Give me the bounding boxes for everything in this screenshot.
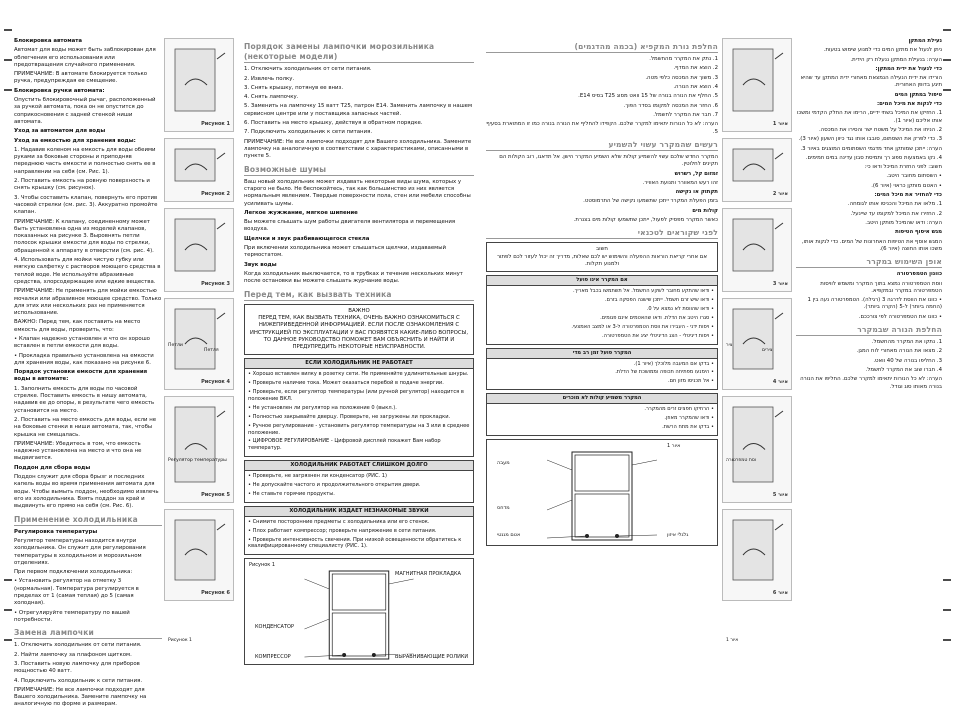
- subheading: זמזום קל, רשרוש: [674, 170, 718, 177]
- paragraph: הערה: בנעילת המתקן ננעלת רק הידית.: [850, 56, 942, 63]
- paragraph: • כוונו את הטמפרטורה לפי צורככם.: [858, 313, 942, 320]
- paragraph: ПРИМЕЧАНИЕ: Убедитесь в том, что емкость надежно установлена на место и что она не выдвигается.: [14, 440, 142, 462]
- right-binding-edge: [941, 0, 955, 675]
- subheading: Блокировка автомата: [14, 38, 83, 44]
- paragraph: 2. Извлечь полку.: [244, 75, 295, 82]
- figure-caption: איור 6: [772, 590, 788, 597]
- subheading: Блокировка ручки автомата:: [14, 87, 105, 94]
- illustration-figure: [722, 208, 792, 292]
- diagram-label: מדחס: [497, 504, 510, 511]
- paragraph: 7. Подключить холодильник к сети питания.: [244, 129, 373, 136]
- diagram-label: ВЫРАВНИВАЮЩИЕ РОЛИКИ: [395, 654, 469, 661]
- paragraph: При первом подключении холодильника:: [14, 569, 133, 576]
- table-title: ХОЛОДИЛЬНИК РАБОТАЕТ СЛИШКОМ ДОЛГО: [245, 461, 473, 471]
- section-heading: לפני שקוראים לטכנאי: [486, 228, 718, 239]
- paragraph: 2. מצאו את הנורה מאחורי לוח המגן.: [856, 348, 942, 355]
- paragraph: 3. Поставить новую лампочку для приборов мощностью 40 ватт.: [14, 660, 140, 675]
- illustration-figure: [722, 138, 792, 202]
- table-row: • Снимите посторонние предметы с холодильника или его стенок.: [248, 518, 430, 525]
- table-row: • Проверьте, если регулятор температуры (или ручной регулятор) находится в положение ВКЛ.: [248, 389, 464, 403]
- troubleshooting-table: [244, 358, 474, 457]
- illustration-figure: [164, 396, 234, 503]
- paragraph: זהו רעש המאוורר ותנועת האוויר.: [642, 179, 718, 186]
- table-row: • Не допускайте частого и продолжительного открытия двери.: [248, 482, 421, 489]
- paragraph: • Прокладка правильно установлена на емкости для хранения воды, как показано на рисунке 6.: [14, 352, 154, 366]
- table-title: ЕСЛИ ХОЛОДИЛЬНИК НЕ РАБОТАЕТ: [245, 359, 473, 369]
- figure-caption: איור 2: [772, 191, 788, 198]
- section-heading: Перед тем, как вызвать техника: [244, 290, 474, 301]
- paragraph: 2. החזירו את המיכל למקומו עד שיינעל.: [850, 210, 942, 217]
- paragraph: 2. Поставить емкость на ровную поверхность и снять крышку (см. рисунок).: [14, 178, 150, 192]
- diagram-label: גלגלי איזון: [667, 531, 689, 538]
- important-notice: ВАЖНО ПЕРЕД ТЕМ, КАК ВЫЗВАТЬ ТЕХНИКА, ОЧЕНЬ ВАЖНО ОЗНАКОМИТЬСЯ С НИЖЕПРИВЕДЕННОЙ ИНФОРМАЦИЕЙ. ЕСЛИ ПОСЛЕ ОЗНАКОМЛЕНИЯ С ИНСТРУКЦИЕЙ ПО ЭКСПЛУАТАЦИИ У ВАС ПОЯВЯТСЯ КАКИЕ-ЛИБО ВОПРОСЫ, ТО ДАННОЕ РУКОВОДСТВО ПОМОЖЕТ ВАМ ОБЪЯСНИТЬ И НАЙТИ И ПРЕДУПРЕДИТЬ НЕКОТОРЫЕ НЕИСПРАВНОСТИ.: [244, 304, 474, 356]
- illustration-figure: [722, 38, 792, 132]
- table-row: • ויסות דיגיטלי - הצג הדיגיטלי יציג את הטמפרטורה.: [602, 332, 714, 339]
- figure-label: ציר: [726, 343, 733, 348]
- paragraph: בזמן הפעלת המקרר ייתכן שתשמעו נקישה של התרמוסטט.: [583, 198, 718, 205]
- figure-caption: איור 1: [772, 121, 788, 128]
- troubleshooting-table: [244, 506, 474, 556]
- paragraph: ניתן לנעול את מתקן המים כדי למנוע שימוש בטעות.: [823, 47, 942, 54]
- section-heading: Возможные шумы: [244, 165, 474, 176]
- paragraph: 5. Заменить на лампочку 15 ватт T25, патрон E14. Заменить лампочку в нашем сервисном центре или у поставщика запасных частей.: [244, 103, 473, 117]
- paragraph: • Отрегулируйте температуру по вашей потребности.: [14, 609, 130, 623]
- figure-label: Рисунок 1: [168, 638, 192, 643]
- table-body: [245, 369, 473, 456]
- paragraph: ПРИМЕЧАНИЕ: К клапану, соединенному может быть установлена одна из моделей клапанов, показанных на рисунке 3. Выровнять петли полосок крышки емкости для воды по стрелки, обращенной к аппарату в отверстии (см. рис. 4).: [14, 218, 154, 254]
- illustration-figure: [164, 138, 234, 202]
- table-row: • Плох работает компрессор; проверьте напряжение в сети питания.: [248, 527, 437, 534]
- diagram-label: КОНДЕНСАТОР: [255, 624, 294, 631]
- figure-caption: Рисунок 3: [201, 281, 230, 288]
- section-heading: Порядок замены лампочки морозильника (некоторые модели): [244, 42, 474, 63]
- left-figure-column: [164, 38, 234, 658]
- section-heading: רעשים שהמקרר עשוי להשמיע: [486, 140, 718, 151]
- refrigerator-diagram: [486, 439, 718, 546]
- paragraph: 3. כדי לפרק את השסתום, סובבו אותו נגד כיוון השעון (איור 3).: [798, 136, 942, 143]
- paragraph: 7. חבר את המקרר לחשמל.: [653, 111, 718, 118]
- paragraph: 4. הוצא את הנורה.: [673, 84, 718, 91]
- paragraph: 6. Поставить на место крышку, действуя в обратном порядке.: [244, 120, 423, 127]
- troubleshooting-table: [486, 275, 718, 344]
- paragraph: הערה: ודאו שהמיכל מותקן היטב.: [865, 219, 942, 226]
- subheading: כדי לנקות את מיכל המים:: [876, 101, 942, 108]
- table-row: • בדקו את מתח הרשת.: [662, 423, 714, 430]
- paragraph: Когда холодильник выключается, то в трубках и течение нескольких минут после остановки вы можете слышать журчание воды.: [244, 270, 463, 285]
- paragraph: הערה: ייתכן שמותקן אחד מדגמי השסתומים המוצגים באיור 3.: [800, 145, 942, 152]
- paragraph: 1. Отключить холодильник от сети питания.: [14, 642, 142, 649]
- table-body: [245, 517, 473, 555]
- illustration-figure: [164, 38, 234, 132]
- table-body: [487, 404, 717, 435]
- figure-caption: איור 5: [772, 492, 788, 499]
- subheading: כדי לנעול את ידית המתקן:: [875, 65, 942, 72]
- subheading: Регулировка температуры: [14, 528, 98, 535]
- subheading: כדי להחזיר את מיכל המים:: [874, 192, 942, 199]
- illustration-figure: [722, 396, 792, 503]
- figure-label: צירים: [762, 348, 773, 353]
- table-title: ХОЛОДИЛЬНИК ИЗДАЕТ НЕЗНАКОМЫЕ ЗВУКИ: [245, 507, 473, 517]
- subheading: Порядок установки емкости для хранения воды в автомате:: [14, 369, 148, 383]
- paragraph: 4. חברו שוב את המקרר לחשמל.: [865, 367, 942, 374]
- paragraph: • השסתום מחובר היטב.: [886, 173, 942, 180]
- diagram-label: КОМПРЕССОР: [255, 654, 291, 661]
- section-heading: אופן השימוש במקרר: [796, 257, 942, 268]
- paragraph: 3. Снять крышку, потянув ее вниз.: [244, 84, 344, 91]
- figure-label: Петля: [204, 348, 219, 353]
- diagram-label: Рисунок 1: [249, 562, 276, 569]
- paragraph: 4. Снять лампочку.: [244, 94, 299, 101]
- troubleshooting-table: [486, 393, 718, 436]
- paragraph: Поддон служит для сбора брызг и последних капель воды во время применения автомата для воды. Чтобы вымыть поддон, необходимо извлечь его из холодильника. Взять поддон за край и выдвинуть его прямо на себя (см. Рис. 6).: [14, 474, 159, 510]
- paragraph: 3. החליפו בנורה של 40 וואט.: [873, 357, 942, 364]
- paragraph: 1. נתקו את המקרר מהחשמל.: [871, 339, 942, 346]
- paragraph: ПРИМЕЧАНИЕ: В автомате блокируется только ручка, предупреждая ее смещение.: [14, 71, 148, 85]
- table-title: אם המקרר אינו פועל: [487, 276, 717, 286]
- paragraph: ПРИМЕЧАНИЕ: Не все лампочки подходят для Вашего холодильника. Замените лампочку на аналогичную по форме и размерам.: [14, 686, 147, 708]
- refrigerator-diagram: [244, 558, 474, 665]
- diagram-label: МАГНИТНАЯ ПРОКЛАДКА: [395, 571, 461, 578]
- diagram-label: אטם מגנטי: [497, 531, 521, 538]
- table-row: • ויסות ידני - העבירו את ווסת הטמפרטורה ל-3 או למצב האמצעי.: [571, 323, 714, 330]
- paragraph: 1. Отключить холодильник от сети питания.: [244, 66, 372, 73]
- figure-caption: Рисунок 2: [201, 191, 230, 198]
- table-row: • Не ставьте горячие продукты.: [248, 490, 335, 497]
- paragraph: 3. Чтобы составить клапан, повернуть его против часовой стрелки (см. рис. 3). Аккуратно промойте клапан.: [14, 194, 158, 216]
- table-title: המקרר משמיע קולות לא מוכרים: [487, 394, 717, 404]
- paragraph: הורידו את ידית הנעילה הנמצאת מאחורי ידית המתקן עד שהיא תיגע בדופן האחורית.: [800, 75, 942, 89]
- illustration-figure: [722, 298, 792, 390]
- table-row: • Проверьте интенсивность свечения. При низкой освещенности обратитесь к квалифицированному специалисту (РИС. 1).: [248, 536, 462, 550]
- table-row: • ודאו שהמקרר מאוזן.: [664, 415, 714, 422]
- table-body: [245, 471, 473, 502]
- paragraph: כאשר המקרר מפסיק לפעול, ייתכן שתשמעו קולות מים בצנרת.: [573, 217, 718, 223]
- subheading: טיפול במתקן המים: [894, 91, 942, 98]
- paragraph: 1. Заполнить емкость для воды по часовой стрелке. Поставить емкость в нишу автомата, надавив ее до опоры, в результате чего емкость установится на место.: [14, 385, 155, 414]
- paragraph: ВАЖНО: Перед тем, как поставить на место емкость для воды, проверить, что:: [14, 319, 141, 333]
- paragraph: המגש אוסף את הטיפות האחרונות של המים. כדי לנקות אותו, משכו אותו החוצה (איור 6).: [801, 238, 942, 252]
- illustration-figure: [164, 208, 234, 292]
- table-row: • Ручное регулирование - установить регулятор температуры на 3 или в среднее положение.: [248, 422, 470, 436]
- paragraph: • האטם מותקן כראוי (איור 6).: [871, 182, 942, 189]
- illustration-figure: [164, 509, 234, 601]
- section-heading: Замена лампочки: [14, 628, 162, 639]
- section-heading: החלפת הנורה שבמקרר: [796, 325, 942, 336]
- paragraph: הערה: לא כל הנורות יתאימו למקרר שלכם. הקפידו להחליף את הנורה בנורה כמו זו המתוארת בסעיף 5.: [486, 121, 718, 135]
- paragraph: ПРИМЕЧАНИЕ: Не все лампочки подходят для Вашего холодильника. Замените лампочку на аналогичную в соответствии с характеристиками, описанными в пункте 5.: [244, 138, 472, 160]
- figure-label: וסת טמפרטורה: [726, 458, 757, 463]
- important-notice: חשוב אם אחרי קריאת הוראות ההפעלה והשימוש יש לכם שאלות, מדריך זה יכול לעזור לכם לפתור ולמנוע תקלות.: [486, 242, 718, 272]
- paragraph: 2. Найти лампочку за плафоном щитком.: [14, 651, 132, 658]
- right-figure-column: [722, 38, 792, 658]
- diagram-label: איור 1: [667, 442, 681, 449]
- figure-caption: איור 3: [772, 281, 788, 288]
- paragraph: 2. הוצא את המדף.: [673, 65, 718, 72]
- paragraph: 1. Надавив коленом на емкость для воды обеими руками за боковые стороны и приподняв переднюю часть емкости и полностью снять ее в направлении на себя (см. Рис. 1).: [14, 146, 156, 175]
- paragraph: חשוב: לפני החזרת המיכל ודאו כי:: [864, 164, 942, 171]
- diagram-label: מעבה: [497, 459, 510, 466]
- paragraph: • Клапан надежно установлен и что он хорошо вставлен в петли емкости для воды.: [14, 335, 150, 350]
- subheading: Звук воды: [244, 261, 277, 268]
- table-row: • ודאו שהתקע מחובר לשקע החשמל. אל תשתמשו בכבל מאריך.: [573, 288, 714, 295]
- section-heading: Применение холодильника: [14, 515, 162, 526]
- subheading: Легкое жужжание, мягкое шипение: [244, 209, 358, 216]
- left-text-column-2: [244, 38, 474, 665]
- table-row: • אל תכניסו מזון חם.: [667, 378, 714, 385]
- troubleshooting-table: [244, 460, 474, 503]
- right-text-column-2: [796, 38, 942, 393]
- paragraph: הערה: לא כל הנורות יתאימו למקרר שלכם. החליפו את הנורה בנורה מאותו סוג וגודל.: [800, 376, 942, 390]
- paragraph: 1. החזיקו את המיכל בשתי ידיים, הרימו את החלק הקדמי ומשכו אותו אליכם (איור 1).: [796, 110, 942, 124]
- paragraph: Автомат для воды может быть заблокирован для облегчения его использования или предотвращения случайного применения.: [14, 47, 156, 68]
- paragraph: 2. הניחו את המיכל על משטח ישר והסירו את המכסה.: [818, 126, 942, 133]
- subheading: נעילת המתקן: [908, 38, 942, 44]
- paragraph: 6. החזר את המכסה למקומו בסדר הפוך.: [623, 102, 718, 109]
- table-row: • Проверьте наличие тока. Может оказаться перебой в подаче энергии.: [248, 380, 444, 387]
- table-row: • הרחיקו חפצים זרים מהמקרר.: [644, 406, 714, 413]
- left-text-column-1: [14, 38, 162, 711]
- section-heading: החלפת נורת המקפיא (בכמה מהדגמים): [486, 42, 718, 53]
- subheading: תקתוק או נקישה: [675, 189, 718, 196]
- table-row: • Не установлен ли регулятор на положение 0 (выкл.).: [248, 404, 397, 411]
- paragraph: Ваш новый холодильник может издавать некоторые виды шума, которых у старого не было. Не беспокойтесь, так как большинство из них является нормальным явлением. Твердые поверхности пола, стен или мебели способны усиливать шумы.: [244, 178, 471, 207]
- paragraph: Регулятор температуры находится внутри холодильника. Он служит для регулирования температуры в холодильном и морозильном отделениях.: [14, 537, 146, 566]
- table-row: • Проверьте, не загрязнен ли конденсатор (РИС. 1): [248, 473, 387, 480]
- subheading: Щелчки и звук разбивающегося стекла: [244, 235, 370, 242]
- table-row: • סגרו היטב את הדלת. ודאו שהאטמים אינם פגומים.: [600, 314, 714, 321]
- table-row: • ודאו שהווסת לא נמצא על 0.: [646, 306, 714, 313]
- illustration-figure: [722, 509, 792, 601]
- subheading: קולות מים: [692, 207, 718, 214]
- subheading: Уход за автоматом для воды: [14, 128, 106, 135]
- figure-caption: איור 4: [772, 379, 788, 386]
- figure-label: Петли: [168, 343, 183, 348]
- subheading: Поддон для сбора воды: [14, 464, 91, 471]
- paragraph: 5. החלף את הנורה בנורה של 15 וואט מסוג T25 בסיס E14.: [578, 93, 718, 100]
- paragraph: ווסת הטמפרטורה נמצא בתוך המקרר ומשמש לוויסות הטמפרטורה במקרר ובמקפיא.: [820, 280, 942, 294]
- table-title: המקרר פועל זמן רב מדי: [487, 349, 717, 359]
- paragraph: 3. משוך את המכסה כלפי מטה.: [645, 74, 718, 81]
- subheading: Уход за емкостью для хранения воды:: [14, 137, 136, 144]
- subheading: מגש איסוף הטיפות: [895, 229, 942, 236]
- paragraph: • Установить регулятор на отметку 3 (нормальная). Температура регулируется в пределах от 1 (самая теплая) до 5 (самая холодная).: [14, 578, 139, 607]
- paragraph: ПРИМЕЧАНИЕ: Не применять для мойки емкостью мочалки или абразивное моющее средство. Только для этих или нескольких раз не применяется использование.: [14, 288, 162, 317]
- table-row: • ודאו שיש זרם חשמל. ייתכן שישנה הפסקה בזרם.: [605, 297, 714, 304]
- table-row: • Хорошо вставлен вилку в розетку сети. Не применяйте удлинительные шнуры.: [248, 371, 469, 378]
- figure-label: Регулятор температуры: [168, 458, 227, 463]
- figure-label: איור 1: [726, 638, 739, 643]
- paragraph: 4. נקו באמצעות ספוג רך ותמיסת סבון עדינה במים חמימים.: [805, 154, 942, 161]
- paragraph: Опустить блокировочный рычаг, расположенный за ручкой автомата, пока он не опустится до соприкосновения с задней стенкой ниши автомата.: [14, 97, 156, 125]
- subheading: כוונון הטמפרטורה: [896, 271, 942, 278]
- paragraph: 2. Поставить на место емкость для воды, если не на боковые стенки в ниши автомата, так, чтобы крышка не смещалась.: [14, 416, 157, 438]
- paragraph: При включении холодильника может слышаться щелчки, издаваемый термостатом.: [244, 245, 447, 259]
- left-binding-edge: [0, 0, 14, 675]
- right-text-column-1: [486, 38, 718, 546]
- paragraph: 4. Использовать для мойки чистую губку или мягкую салфетку с растворов моющего средства в теплой воде. Не используйте абразивные средства, хлорсодержащие или едкие вещества.: [14, 257, 161, 285]
- figure-caption: Рисунок 4: [201, 379, 230, 386]
- figure-caption: Рисунок 5: [201, 492, 230, 499]
- figure-caption: Рисунок 1: [201, 121, 230, 128]
- paragraph: 1. נתק את המקרר מהחשמל.: [649, 56, 718, 63]
- paragraph: 4. Подключить холодильник к сети питания.: [14, 677, 143, 684]
- troubleshooting-table: [486, 348, 718, 391]
- figure-caption: Рисунок 6: [201, 590, 230, 597]
- table-body: [487, 359, 717, 390]
- table-body: [487, 286, 717, 343]
- paragraph: • כוונו את הווסת לדרגה 3 (רגילה). הטמפרטורה נעה בין 1 (החמה ביותר) ל-5 (הקרה ביותר).: [807, 297, 942, 311]
- paragraph: 1. מלאו את המיכל והכניסו אותו לגומחה.: [847, 201, 942, 208]
- table-row: • Полностью закрывайте дверцу. Проверьте, не загружены ли прокладки.: [248, 413, 451, 420]
- table-row: • ЦИФРОВОЕ РЕГУЛИРОВАНИЕ - Цифровой дисплей покажет Вам набор температур.: [248, 438, 441, 452]
- paragraph: המקרר החדש שלכם עשוי להשמיע קולות שלא השמיע המקרר הישן. אל תדאגו, רוב הקולות הם תקינים לחלוטין.: [499, 153, 718, 168]
- table-row: • בדקו אם המעבה מלוכלך (איור 1).: [633, 360, 714, 367]
- paragraph: Вы можете слышать шум работы двигателя вентилятора и перемещения воздуха.: [244, 219, 456, 233]
- table-row: • הימנעו מפתיחה תכופה וממושכת של הדלת.: [615, 369, 714, 376]
